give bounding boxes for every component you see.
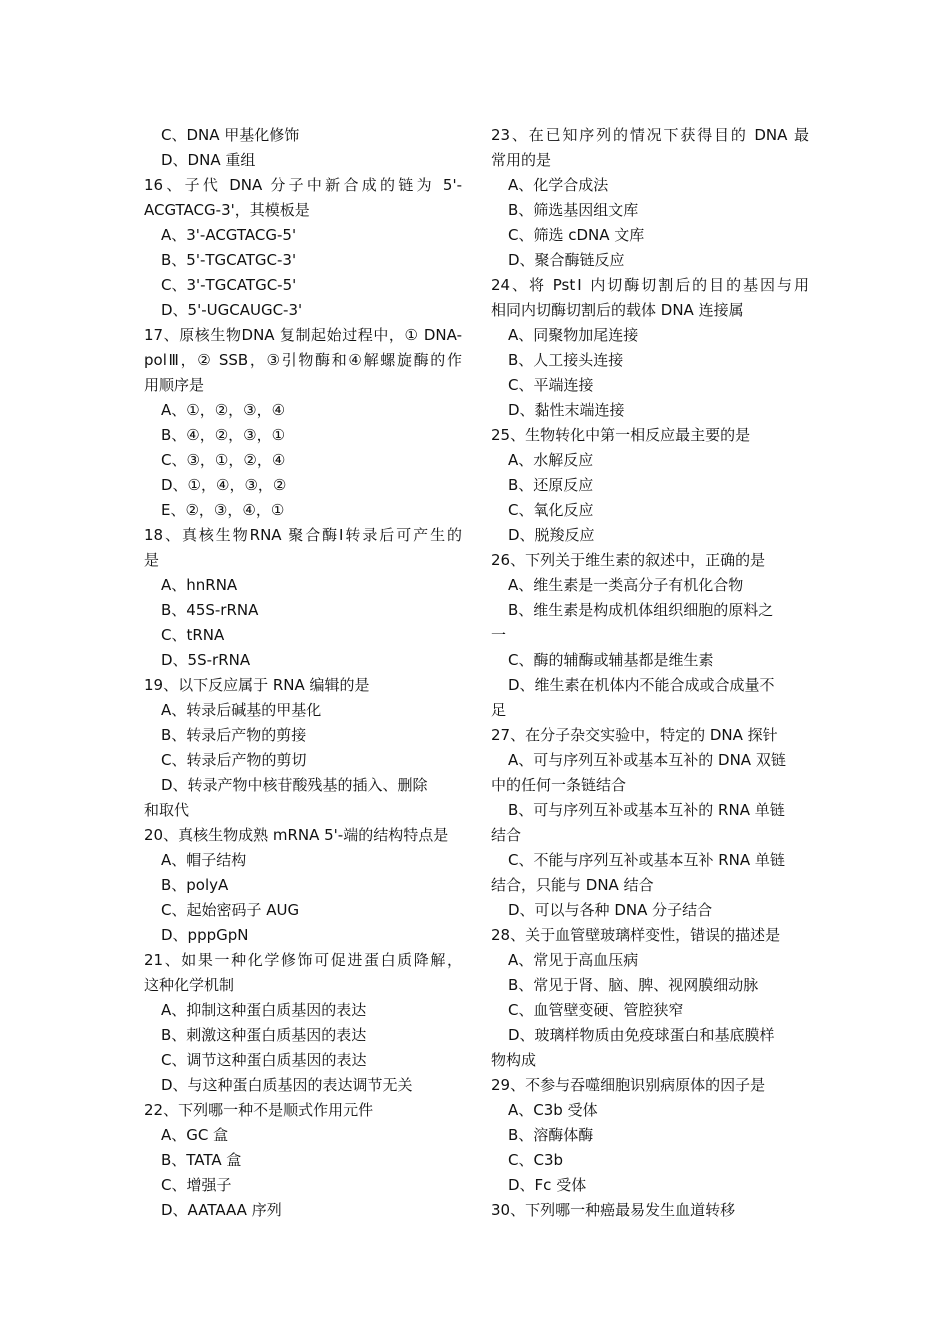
answer-option-line: D、转录产物中核苷酸残基的插入、删除 [161,776,428,794]
answer-option-line: C、③，①，②，④ [161,451,286,469]
answer-option-line: C、转录后产物的剪切 [161,751,307,769]
answer-option-line: C、3'-TGCATGC-5' [161,276,297,294]
answer-option-line: B、45S-rRNA [161,601,259,619]
answer-option-line: B、TATA 盒 [161,1151,242,1169]
answer-option-line: A、同聚物加尾连接 [508,326,639,344]
answer-option-line: D、pppGpN [161,926,249,944]
answer-option-line: C、DNA 甲基化修饰 [161,126,300,144]
answer-option-line: C、平端连接 [508,376,594,394]
question-text-line: 23、在已知序列的情况下获得目的 DNA 最 [491,126,809,144]
answer-option-line: B、可与序列互补或基本互补的 RNA 单链 [508,801,785,819]
question-text-line: 29、不参与吞噬细胞识别病原体的因子是 [491,1076,766,1094]
answer-option-line: A、3'-ACGTACG-5' [161,226,297,244]
answer-option-line: C、酶的辅酶或辅基都是维生素 [508,651,714,669]
answer-option-line: D、DNA 重组 [161,151,256,169]
question-text-line: 21、如果一种化学修饰可促进蛋白质降解， [144,951,462,969]
question-text-line: 25、生物转化中第一相反应最主要的是 [491,426,751,444]
answer-option-line: C、不能与序列互补或基本互补 RNA 单链 [508,851,785,869]
answer-option-line: C、氧化反应 [508,501,594,519]
answer-option-line: B、转录后产物的剪接 [161,726,307,744]
question-text-line: 18、真核生物RNA 聚合酶Ⅰ转录后可产生的 [144,526,462,544]
question-text-line: 物构成 [491,1051,537,1069]
answer-option-line: E、②，③，④，① [161,501,285,519]
answer-option-line: C、tRNA [161,626,225,644]
question-text-line: 20、真核生物成熟 mRNA 5'-端的结构特点是 [144,826,449,844]
answer-option-line: C、血管壁变硬、管腔狭窄 [508,1001,684,1019]
answer-option-line: D、①，④，③，② [161,476,287,494]
answer-option-line: D、Fc 受体 [508,1176,587,1194]
answer-option-line: C、筛选 cDNA 文库 [508,226,645,244]
right-column [491,123,809,1223]
question-text-line: 26、下列关于维生素的叙述中，正确的是 [491,551,766,569]
answer-option-line: A、转录后碱基的甲基化 [161,701,322,719]
answer-option-line: B、维生素是构成机体组织细胞的原料之 [508,601,774,619]
answer-option-line: A、GC 盒 [161,1126,229,1144]
answer-option-line: D、可以与各种 DNA 分子结合 [508,901,713,919]
answer-option-line: A、C3b 受体 [508,1101,598,1119]
question-text-line: polⅢ，② SSB，③引物酶和④解螺旋酶的作 [144,351,462,369]
answer-option-line: D、脱羧反应 [508,526,595,544]
question-text-line: 用顺序是 [144,376,205,394]
answer-option-line: D、维生素在机体内不能合成或合成量不 [508,676,775,694]
question-text-line: 27、在分子杂交实验中，特定的 DNA 探针 [491,726,778,744]
answer-option-line: B、5'-TGCATGC-3' [161,251,297,269]
answer-option-line: B、polyA [161,876,229,894]
answer-option-line: A、hnRNA [161,576,238,594]
answer-option-line: D、与这种蛋白质基因的表达调节无关 [161,1076,413,1094]
answer-option-line: A、可与序列互补或基本互补的 DNA 双链 [508,751,786,769]
answer-option-line: D、黏性末端连接 [508,401,625,419]
question-text-line: 是 [144,551,160,569]
answer-option-line: B、溶酶体酶 [508,1126,594,1144]
question-text-line: 中的任何一条链结合 [491,776,627,794]
answer-option-line: D、玻璃样物质由免疫球蛋白和基底膜样 [508,1026,775,1044]
question-text-line: 常用的是 [491,151,552,169]
answer-option-line: C、起始密码子 AUG [161,901,300,919]
answer-option-line: A、①，②，③，④ [161,401,286,419]
answer-option-line: A、常见于高血压病 [508,951,639,969]
answer-option-line: A、帽子结构 [161,851,247,869]
answer-option-line: B、筛选基因组文库 [508,201,639,219]
question-text-line: 结合，只能与 DNA 结合 [491,876,654,894]
answer-option-line: D、聚合酶链反应 [508,251,625,269]
question-text-line: 和取代 [144,801,190,819]
answer-option-line: A、水解反应 [508,451,594,469]
question-text-line: 这种化学机制 [144,976,235,994]
question-text-line: 28、关于血管壁玻璃样变性，错误的描述是 [491,926,781,944]
question-text-line: 16、子代 DNA 分子中新合成的链为 5'- [144,176,462,194]
question-text-line: 22、下列哪一种不是顺式作用元件 [144,1101,374,1119]
answer-option-line: C、调节这种蛋白质基因的表达 [161,1051,367,1069]
answer-option-line: D、5S-rRNA [161,651,251,669]
answer-option-line: B、常见于肾、脑、脾、视网膜细动脉 [508,976,759,994]
question-text-line: 19、以下反应属于 RNA 编辑的是 [144,676,370,694]
question-text-line: 相同内切酶切割后的载体 DNA 连接属 [491,301,744,319]
left-column [144,123,462,1223]
answer-option-line: C、增强子 [161,1176,232,1194]
answer-option-line: B、还原反应 [508,476,594,494]
answer-option-line: A、抑制这种蛋白质基因的表达 [161,1001,367,1019]
answer-option-line: D、5'-UGCAUGC-3' [161,301,303,319]
answer-option-line: B、人工接头连接 [508,351,624,369]
answer-option-line: B、刺激这种蛋白质基因的表达 [161,1026,367,1044]
answer-option-line: D、AATAAA 序列 [161,1201,282,1219]
answer-option-line: A、维生素是一类高分子有机化合物 [508,576,744,594]
question-text-line: 24、将 PstⅠ 内切酶切割后的目的基因与用 [491,276,809,294]
answer-option-line: B、④，②，③，① [161,426,286,444]
question-text-line: 一 [491,626,507,644]
answer-option-line: A、化学合成法 [508,176,609,194]
question-text-line: ACGTACG-3'，其模板是 [144,201,310,219]
answer-option-line: C、C3b [508,1151,564,1169]
question-text-line: 30、下列哪一种癌最易发生血道转移 [491,1201,736,1219]
question-text-line: 结合 [491,826,522,844]
question-text-line: 足 [491,701,507,719]
question-text-line: 17、原核生物DNA 复制起始过程中，① DNA- [144,326,462,344]
